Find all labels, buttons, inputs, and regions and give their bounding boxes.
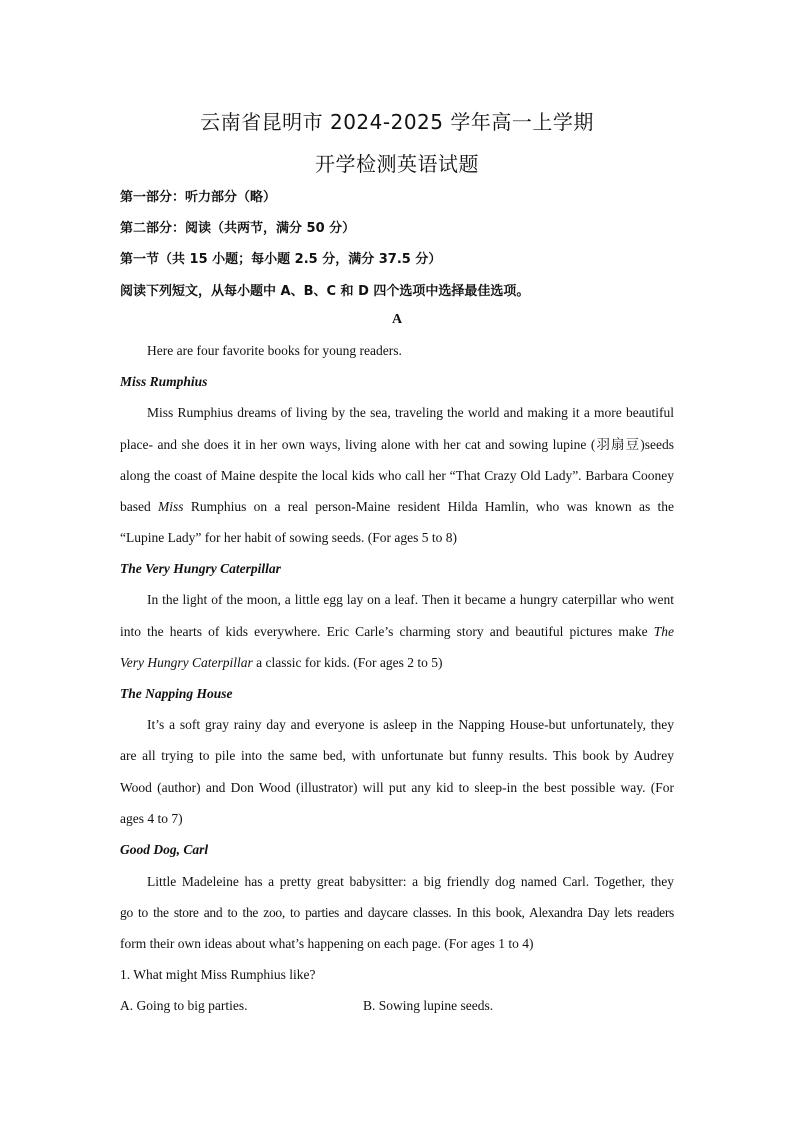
paragraph-line: form their own ideas about what’s happening on each page. (For ages 1 to 4) — [120, 936, 534, 951]
paragraph-line: In the light of the moon, a little egg lay on a leaf. Then it became a hungry caterpillar who went — [147, 592, 674, 607]
paragraph-line: Miss Rumphius dreams of living by the sea, traveling the world and making it a more beautiful — [147, 405, 674, 420]
section1-heading: 第一节（共 15 小题；每小题 2.5 分，满分 37.5 分） — [120, 252, 442, 267]
paragraph-line: along the coast of Maine despite the local kids who call her “That Crazy Old Lady”. Barbara Cooney — [120, 468, 674, 483]
book-title-miss-rumphius: Miss Rumphius — [120, 374, 208, 389]
question-1: 1. What might Miss Rumphius like? — [120, 967, 316, 982]
italic-text: Very Hungry Caterpillar — [120, 655, 253, 670]
part1-heading: 第一部分：听力部分（略） — [120, 190, 277, 205]
paragraph-line: ages 4 to 7) — [120, 811, 183, 826]
paragraph-line: Little Madeleine has a pretty great babysitter: a big friendly dog named Carl. Together, they — [147, 874, 674, 889]
paragraph-line — [120, 623, 674, 641]
paragraph-text: a classic for kids. (For ages 2 to 5) — [252, 655, 443, 670]
paragraph-text: based — [120, 499, 159, 514]
exam-title: 云南省昆明市 2024-2025 学年高一上学期 — [200, 110, 594, 134]
italic-text: The — [653, 624, 674, 639]
reading-instruction: 阅读下列短文，从每小题中 A、B、C 和 D 四个选项中选择最佳选项。 — [120, 284, 530, 299]
paragraph-line: Wood (author) and Don Wood (illustrator) will put any kid to sleep-in the best possible way. (For — [120, 780, 674, 795]
option-b: B. Sowing lupine seeds. — [363, 998, 494, 1013]
option-a: A. Going to big parties. — [120, 998, 248, 1013]
paragraph-line: are all trying to pile into the same bed, with unfortunate but funny results. This book by Audrey — [120, 748, 674, 763]
paragraph-line: place- and she does it in her own ways, living alone with her cat and sowing lupine (羽扇豆)seeds — [120, 437, 674, 452]
paragraph-line: It’s a soft gray rainy day and everyone is asleep in the Napping House-but unfortunately, they — [147, 717, 674, 732]
paragraph-text: into the hearts of kids everywhere. Eric Carle’s charming story and beautiful pictures make — [120, 624, 654, 639]
book-title-napping-house: The Napping House — [120, 686, 233, 701]
paragraph-line — [120, 498, 674, 516]
book-title-good-dog-carl: Good Dog, Carl — [120, 842, 209, 857]
paragraph-line — [120, 654, 674, 672]
exam-subtitle: 开学检测英语试题 — [315, 152, 479, 176]
italic-text: Miss — [158, 499, 184, 514]
paragraph-text: Rumphius on a real person-Maine resident Hilda Hamlin, who was known as the — [183, 499, 674, 514]
book-title-hungry-caterpillar: The Very Hungry Caterpillar — [120, 561, 281, 576]
paragraph-line: go to the store and to the zoo, to parties and daycare classes. In this book, Alexandra Day lets readers — [120, 905, 674, 920]
passage-label: A — [391, 312, 403, 327]
paragraph-line: “Lupine Lady” for her habit of sowing seeds. (For ages 5 to 8) — [120, 530, 458, 545]
passage-intro: Here are four favorite books for young readers. — [147, 343, 402, 358]
part2-heading: 第二部分：阅读（共两节，满分 50 分） — [120, 221, 356, 236]
